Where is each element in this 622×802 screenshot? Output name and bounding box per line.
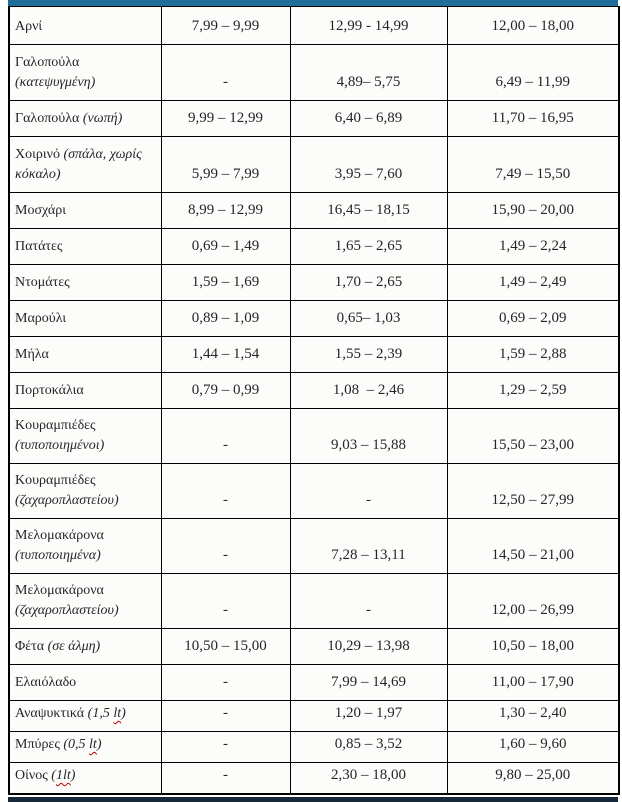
table-row [9,101,619,137]
product-name-cell [9,45,161,101]
product-name-cell [9,732,161,763]
product-name: Μελομακάρονα [15,528,104,543]
product-detail: (σε άλμη) [47,639,101,654]
price-range-cell: 2,30 – 18,00 [290,763,447,795]
price-range-cell: 9,99 – 12,99 [161,101,290,137]
product-name: Φέτα [15,639,45,654]
product-name-cell [9,7,161,45]
price-range-cell: 0,69 – 1,49 [161,229,290,265]
product-name: Χοιρινό [15,147,60,162]
product-name-cell [9,193,161,229]
price-range-cell: 15,50 – 23,00 [447,409,619,464]
price-range-cell: 16,45 – 18,15 [290,193,447,229]
table-row [9,137,619,193]
product-detail: (τυποποιημένα) [15,548,101,563]
product-name-cell [9,229,161,265]
document-page [8,0,618,802]
price-range-cell: 1,70 – 2,65 [290,265,447,301]
price-range-cell: 1,44 – 1,54 [161,337,290,373]
product-detail: (τυποποιημένοι) [15,438,105,453]
product-detail: (ζαχαροπλαστείου) [15,493,119,508]
table-row [9,519,619,574]
price-range-cell: 12,99 - 14,99 [290,7,447,45]
price-range-cell: - [161,665,290,701]
price-range-cell: 7,99 – 14,69 [290,665,447,701]
product-name: Κουραμπιέδες [15,418,96,433]
page-bottom-bar [8,797,618,802]
price-range-cell: 1,59 – 2,88 [447,337,619,373]
spellcheck-underlined-text: lt [89,737,97,752]
product-detail: ( [51,768,56,783]
price-range-cell: 15,90 – 20,00 [447,193,619,229]
product-name-cell [9,337,161,373]
product-name-cell [9,409,161,464]
product-name-cell [9,629,161,665]
table-row [9,464,619,519]
product-name: Μοσχάρι [15,203,66,218]
price-range-cell: 1,55 – 2,39 [290,337,447,373]
table-row [9,45,619,101]
price-range-cell: 1,65 – 2,65 [290,229,447,265]
product-detail-end: ) [121,706,126,721]
table-row [9,193,619,229]
price-range-cell: 0,69 – 2,09 [447,301,619,337]
table-row [9,373,619,409]
price-range-cell: - [290,464,447,519]
price-range-cell: 11,00 – 17,90 [447,665,619,701]
product-name-cell [9,101,161,137]
product-name-cell [9,665,161,701]
product-name: Μαρούλι [15,311,67,326]
product-name-cell [9,519,161,574]
price-range-cell: 7,28 – 13,11 [290,519,447,574]
price-range-cell: - [161,574,290,629]
price-range-cell: 1,49 – 2,49 [447,265,619,301]
price-range-cell: 9,03 – 15,88 [290,409,447,464]
price-range-cell: - [161,519,290,574]
table-row [9,665,619,701]
table-row [9,7,619,45]
product-name-cell [9,574,161,629]
price-range-cell: 7,49 – 15,50 [447,137,619,193]
table-row [9,301,619,337]
table-row [9,574,619,629]
price-range-cell: - [161,464,290,519]
product-name-cell [9,137,161,193]
product-name-cell [9,265,161,301]
table-row [9,409,619,464]
price-range-cell: 1,20 – 1,97 [290,701,447,732]
price-range-cell: 0,65– 1,03 [290,301,447,337]
price-range-cell: 1,59 – 1,69 [161,265,290,301]
product-name: Ελαιόλαδο [15,675,77,690]
price-table [8,6,620,795]
product-name: Γαλοπούλα [15,111,80,126]
product-name-cell [9,301,161,337]
product-detail-end: ) [96,737,102,752]
price-range-cell: - [161,763,290,795]
price-range-cell: - [161,701,290,732]
product-name-cell [9,373,161,409]
price-range-cell: 1,49 – 2,24 [447,229,619,265]
price-range-cell: 3,95 – 7,60 [290,137,447,193]
price-range-cell: - [290,574,447,629]
product-name: Μπύρες [15,737,60,752]
price-range-cell: 7,99 – 9,99 [161,7,290,45]
price-range-cell: 1,30 – 2,40 [447,701,619,732]
product-detail: (1,5 [87,706,114,721]
product-name: Γαλοπούλα [15,55,80,70]
table-row [9,701,619,732]
price-range-cell: 0,79 – 0,99 [161,373,290,409]
table-row [9,265,619,301]
price-range-cell: 8,99 – 12,99 [161,193,290,229]
price-range-cell: 12,00 – 26,99 [447,574,619,629]
price-range-cell: 1,29 – 2,59 [447,373,619,409]
product-name: Αναψυκτικά [15,706,85,721]
product-name: Ντομάτες [15,275,70,290]
product-detail: (νωπή) [82,111,123,126]
spellcheck-underlined-text: 1lt [55,768,71,783]
price-range-cell: 0,89 – 1,09 [161,301,290,337]
price-range-cell: - [161,45,290,101]
table-row [9,629,619,665]
product-name: Κουραμπιέδες [15,473,96,488]
product-detail: (0,5 [63,737,90,752]
product-detail: (ζαχαροπλαστείου) [15,603,119,618]
product-name: Μήλα [15,347,49,362]
product-name-cell [9,763,161,795]
price-range-cell: 12,50 – 27,99 [447,464,619,519]
price-range-cell: 10,50 – 15,00 [161,629,290,665]
product-name: Μελομακάρονα [15,583,104,598]
product-name: Οίνος [15,768,48,783]
product-name: Πορτοκάλια [15,383,84,398]
price-range-cell: 6,49 – 11,99 [447,45,619,101]
table-row [9,732,619,763]
price-range-cell: 11,70 – 16,95 [447,101,619,137]
price-range-cell: 0,85 – 3,52 [290,732,447,763]
price-range-cell: 1,08 – 2,46 [290,373,447,409]
product-name: Αρνί [15,19,43,34]
product-detail: (σπάλα, χωρίς κόκαλο) [15,147,142,182]
price-range-cell: 10,50 – 18,00 [447,629,619,665]
product-name: Πατάτες [15,239,63,254]
price-range-cell: 14,50 – 21,00 [447,519,619,574]
price-range-cell: 6,40 – 6,89 [290,101,447,137]
price-range-cell: 4,89– 5,75 [290,45,447,101]
product-name-cell [9,464,161,519]
price-range-cell: 9,80 – 25,00 [447,763,619,795]
product-detail: (κατεψυγμένη) [15,75,96,90]
table-row [9,337,619,373]
product-name-cell [9,701,161,732]
price-range-cell: 10,29 – 13,98 [290,629,447,665]
price-range-cell: - [161,409,290,464]
price-range-cell: 12,00 – 18,00 [447,7,619,45]
price-range-cell: - [161,732,290,763]
table-row [9,763,619,795]
product-detail-end: ) [70,768,76,783]
price-range-cell: 1,60 – 9,60 [447,732,619,763]
table-row [9,229,619,265]
price-range-cell: 5,99 – 7,99 [161,137,290,193]
spellcheck-underlined-text: lt [113,706,122,721]
